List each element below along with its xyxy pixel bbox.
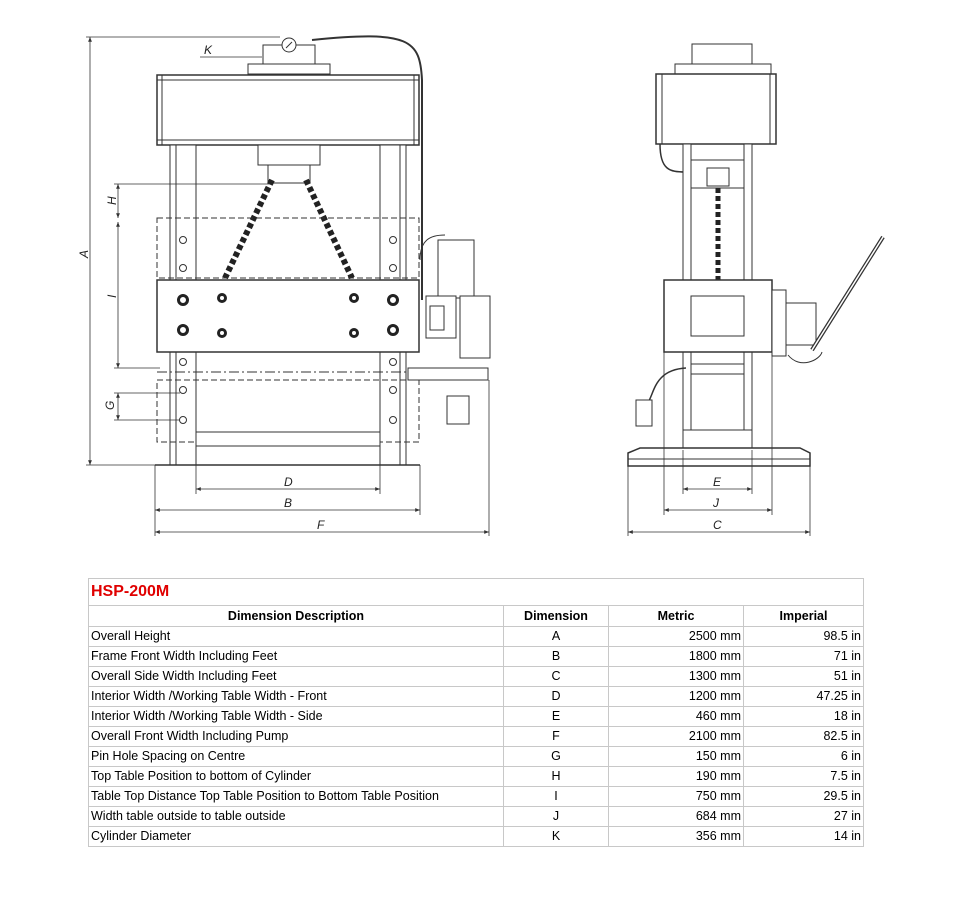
table-row bbox=[89, 667, 864, 687]
dim-label-f: F bbox=[317, 518, 325, 532]
row-metric: 150 mm bbox=[609, 747, 744, 767]
dim-label-i: I bbox=[105, 294, 119, 298]
table-row bbox=[89, 647, 864, 667]
row-metric: 684 mm bbox=[609, 807, 744, 827]
header-metric: Metric bbox=[609, 606, 744, 627]
row-description: Interior Width /Working Table Width - Side bbox=[89, 707, 504, 727]
table-row bbox=[89, 707, 864, 727]
row-imperial: 6 in bbox=[744, 747, 864, 767]
row-description: Width table outside to table outside bbox=[89, 807, 504, 827]
row-dimension: D bbox=[504, 687, 609, 707]
table-row bbox=[89, 787, 864, 807]
row-metric: 1800 mm bbox=[609, 647, 744, 667]
row-dimension: I bbox=[504, 787, 609, 807]
row-description: Top Table Position to bottom of Cylinder bbox=[89, 767, 504, 787]
row-description: Frame Front Width Including Feet bbox=[89, 647, 504, 667]
table-title-row bbox=[89, 579, 864, 606]
row-metric: 2500 mm bbox=[609, 627, 744, 647]
table-row bbox=[89, 807, 864, 827]
dim-label-j: J bbox=[713, 496, 719, 510]
dim-label-b: B bbox=[284, 496, 293, 510]
header-dimension: Dimension bbox=[504, 606, 609, 627]
row-dimension: G bbox=[504, 747, 609, 767]
row-dimension: C bbox=[504, 667, 609, 687]
row-metric: 190 mm bbox=[609, 767, 744, 787]
dimension-table bbox=[88, 578, 864, 847]
row-dimension: E bbox=[504, 707, 609, 727]
row-metric: 1300 mm bbox=[609, 667, 744, 687]
row-dimension: J bbox=[504, 807, 609, 827]
dim-label-g: G bbox=[103, 400, 117, 410]
model-title: HSP-200M bbox=[89, 579, 504, 606]
table-header-row bbox=[89, 606, 864, 627]
row-dimension: F bbox=[504, 727, 609, 747]
row-metric: 750 mm bbox=[609, 787, 744, 807]
row-description: Overall Front Width Including Pump bbox=[89, 727, 504, 747]
row-imperial: 98.5 in bbox=[744, 627, 864, 647]
row-description: Interior Width /Working Table Width - Front bbox=[89, 687, 504, 707]
row-description: Overall Height bbox=[89, 627, 504, 647]
row-metric: 356 mm bbox=[609, 827, 744, 847]
row-imperial: 51 in bbox=[744, 667, 864, 687]
row-imperial: 71 in bbox=[744, 647, 864, 667]
table-row bbox=[89, 827, 864, 847]
row-metric: 460 mm bbox=[609, 707, 744, 727]
row-metric: 1200 mm bbox=[609, 687, 744, 707]
table-body bbox=[89, 627, 864, 847]
row-dimension: B bbox=[504, 647, 609, 667]
row-imperial: 14 in bbox=[744, 827, 864, 847]
row-description: Table Top Distance Top Table Position to Bottom Table Position bbox=[89, 787, 504, 807]
row-dimension: K bbox=[504, 827, 609, 847]
table-row bbox=[89, 747, 864, 767]
table-row bbox=[89, 727, 864, 747]
table-row bbox=[89, 767, 864, 787]
row-imperial: 29.5 in bbox=[744, 787, 864, 807]
row-imperial: 47.25 in bbox=[744, 687, 864, 707]
side-dimension-labels bbox=[712, 475, 722, 532]
dim-label-d: D bbox=[284, 475, 293, 489]
row-dimension: A bbox=[504, 627, 609, 647]
dim-label-e: E bbox=[713, 475, 722, 489]
row-imperial: 82.5 in bbox=[744, 727, 864, 747]
row-metric: 2100 mm bbox=[609, 727, 744, 747]
row-description: Pin Hole Spacing on Centre bbox=[89, 747, 504, 767]
row-imperial: 27 in bbox=[744, 807, 864, 827]
table-row bbox=[89, 627, 864, 647]
side-view bbox=[628, 44, 883, 466]
row-description: Cylinder Diameter bbox=[89, 827, 504, 847]
dim-label-h: H bbox=[105, 196, 119, 205]
row-imperial: 18 in bbox=[744, 707, 864, 727]
dim-label-c: C bbox=[713, 518, 722, 532]
row-imperial: 7.5 in bbox=[744, 767, 864, 787]
row-dimension: H bbox=[504, 767, 609, 787]
row-description: Overall Side Width Including Feet bbox=[89, 667, 504, 687]
header-description: Dimension Description bbox=[89, 606, 504, 627]
dim-label-k: K bbox=[204, 43, 213, 57]
dim-label-a: A bbox=[77, 249, 91, 258]
table-row bbox=[89, 687, 864, 707]
header-imperial: Imperial bbox=[744, 606, 864, 627]
front-view bbox=[155, 36, 490, 465]
